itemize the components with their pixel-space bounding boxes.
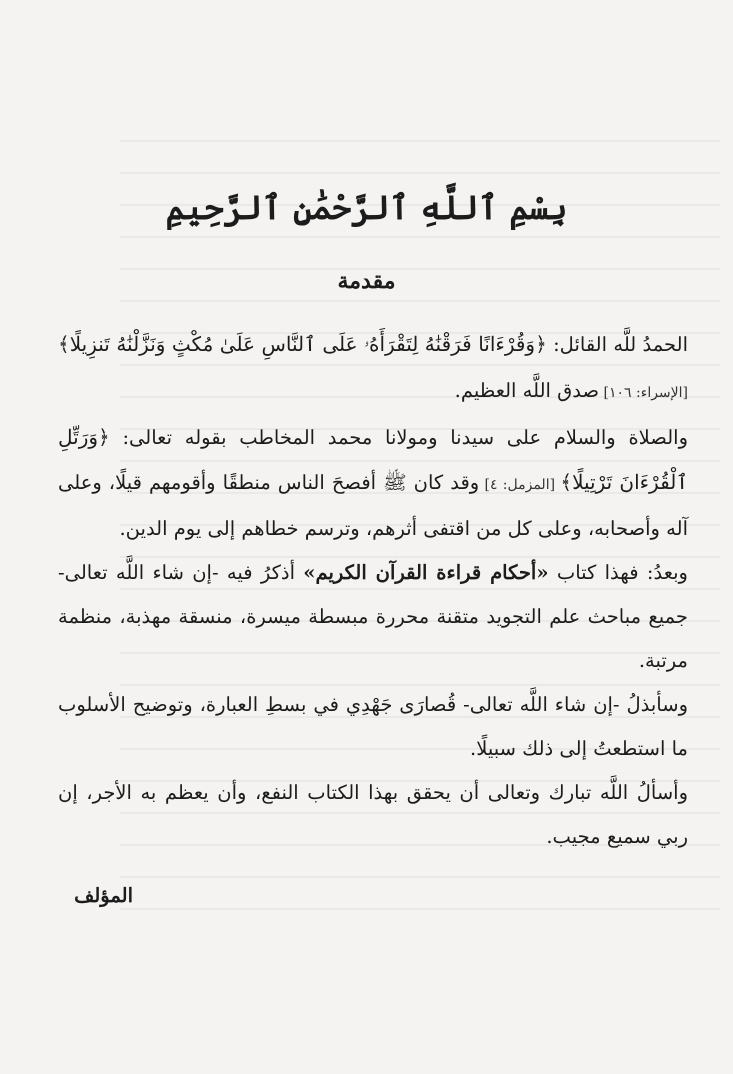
praise-lead: الحمدُ للَّه القائل:: [546, 333, 688, 356]
verse-reference-isra: [الإسراء: ١٠٦]: [599, 385, 688, 401]
section-title: مقدمة: [337, 268, 396, 294]
paragraph-salutation: [58, 415, 688, 551]
salutation-tail: وقد كان ﷺ أفصحَ الناس منطقًا وأقومهم قيلًا، وعلى آله وأصحابه، وعلى كل من اقتفى أثرهم، وترسم خطاهم إلى يوم الدين.: [58, 471, 688, 540]
book-title: «أحكام قراءة القرآن الكريم»: [303, 561, 549, 584]
author-signature: المؤلف: [74, 884, 133, 907]
basmala-heading: بِسْمِ ٱللَّهِ ٱلرَّحْمَٰنِ ٱلرَّحِيمِ: [165, 188, 568, 227]
paragraph-prayer: وأسألُ اللَّه تبارك وتعالى أن يحقق بهذا الكتاب النفع، وأن يعظم به الأجر، إن ربي سميع مجيب.: [58, 781, 688, 848]
paragraph-book-intro: [58, 551, 688, 683]
paragraph-effort: وسأبذلُ -إن شاء اللَّه تعالى- قُصارَى جَهْدِي في بسطِ العبارة، وتوضيح الأسلوب ما استطعتُ إلى ذلك سبيلًا.: [58, 693, 688, 760]
verse-reference-muzzammil: [المزمل: ٤]: [479, 477, 561, 493]
paragraph-praise: [58, 322, 688, 415]
book-intro-tail: أذكرُ فيه -إن شاء اللَّه تعالى- جميع مباحث علم التجويد متقنة محررة مبسطة ميسرة، منسقة مهذبة، منظمة مرتبة.: [58, 561, 688, 672]
book-intro-lead: وبعدُ: فهذا كتاب: [548, 561, 688, 584]
quran-verse-muzzammil: ﴿وَرَتِّلِ ٱلْقُرْءَانَ تَرْتِيلًا﴾: [58, 425, 689, 494]
praise-tail: صدق اللَّه العظيم.: [454, 379, 600, 402]
introduction-body: [58, 322, 688, 859]
salutation-lead: والصلاة والسلام على سيدنا ومولانا محمد المخاطب بقوله تعالى:: [109, 426, 688, 449]
quran-verse-isra: ﴿وَقُرْءَانًا فَرَقْنَٰهُ لِتَقْرَأَهُۥ عَلَى ٱلنَّاسِ عَلَىٰ مُكْثٍ وَنَزَّلْنَٰهُ تَنزِيلًا﴾: [58, 332, 547, 356]
